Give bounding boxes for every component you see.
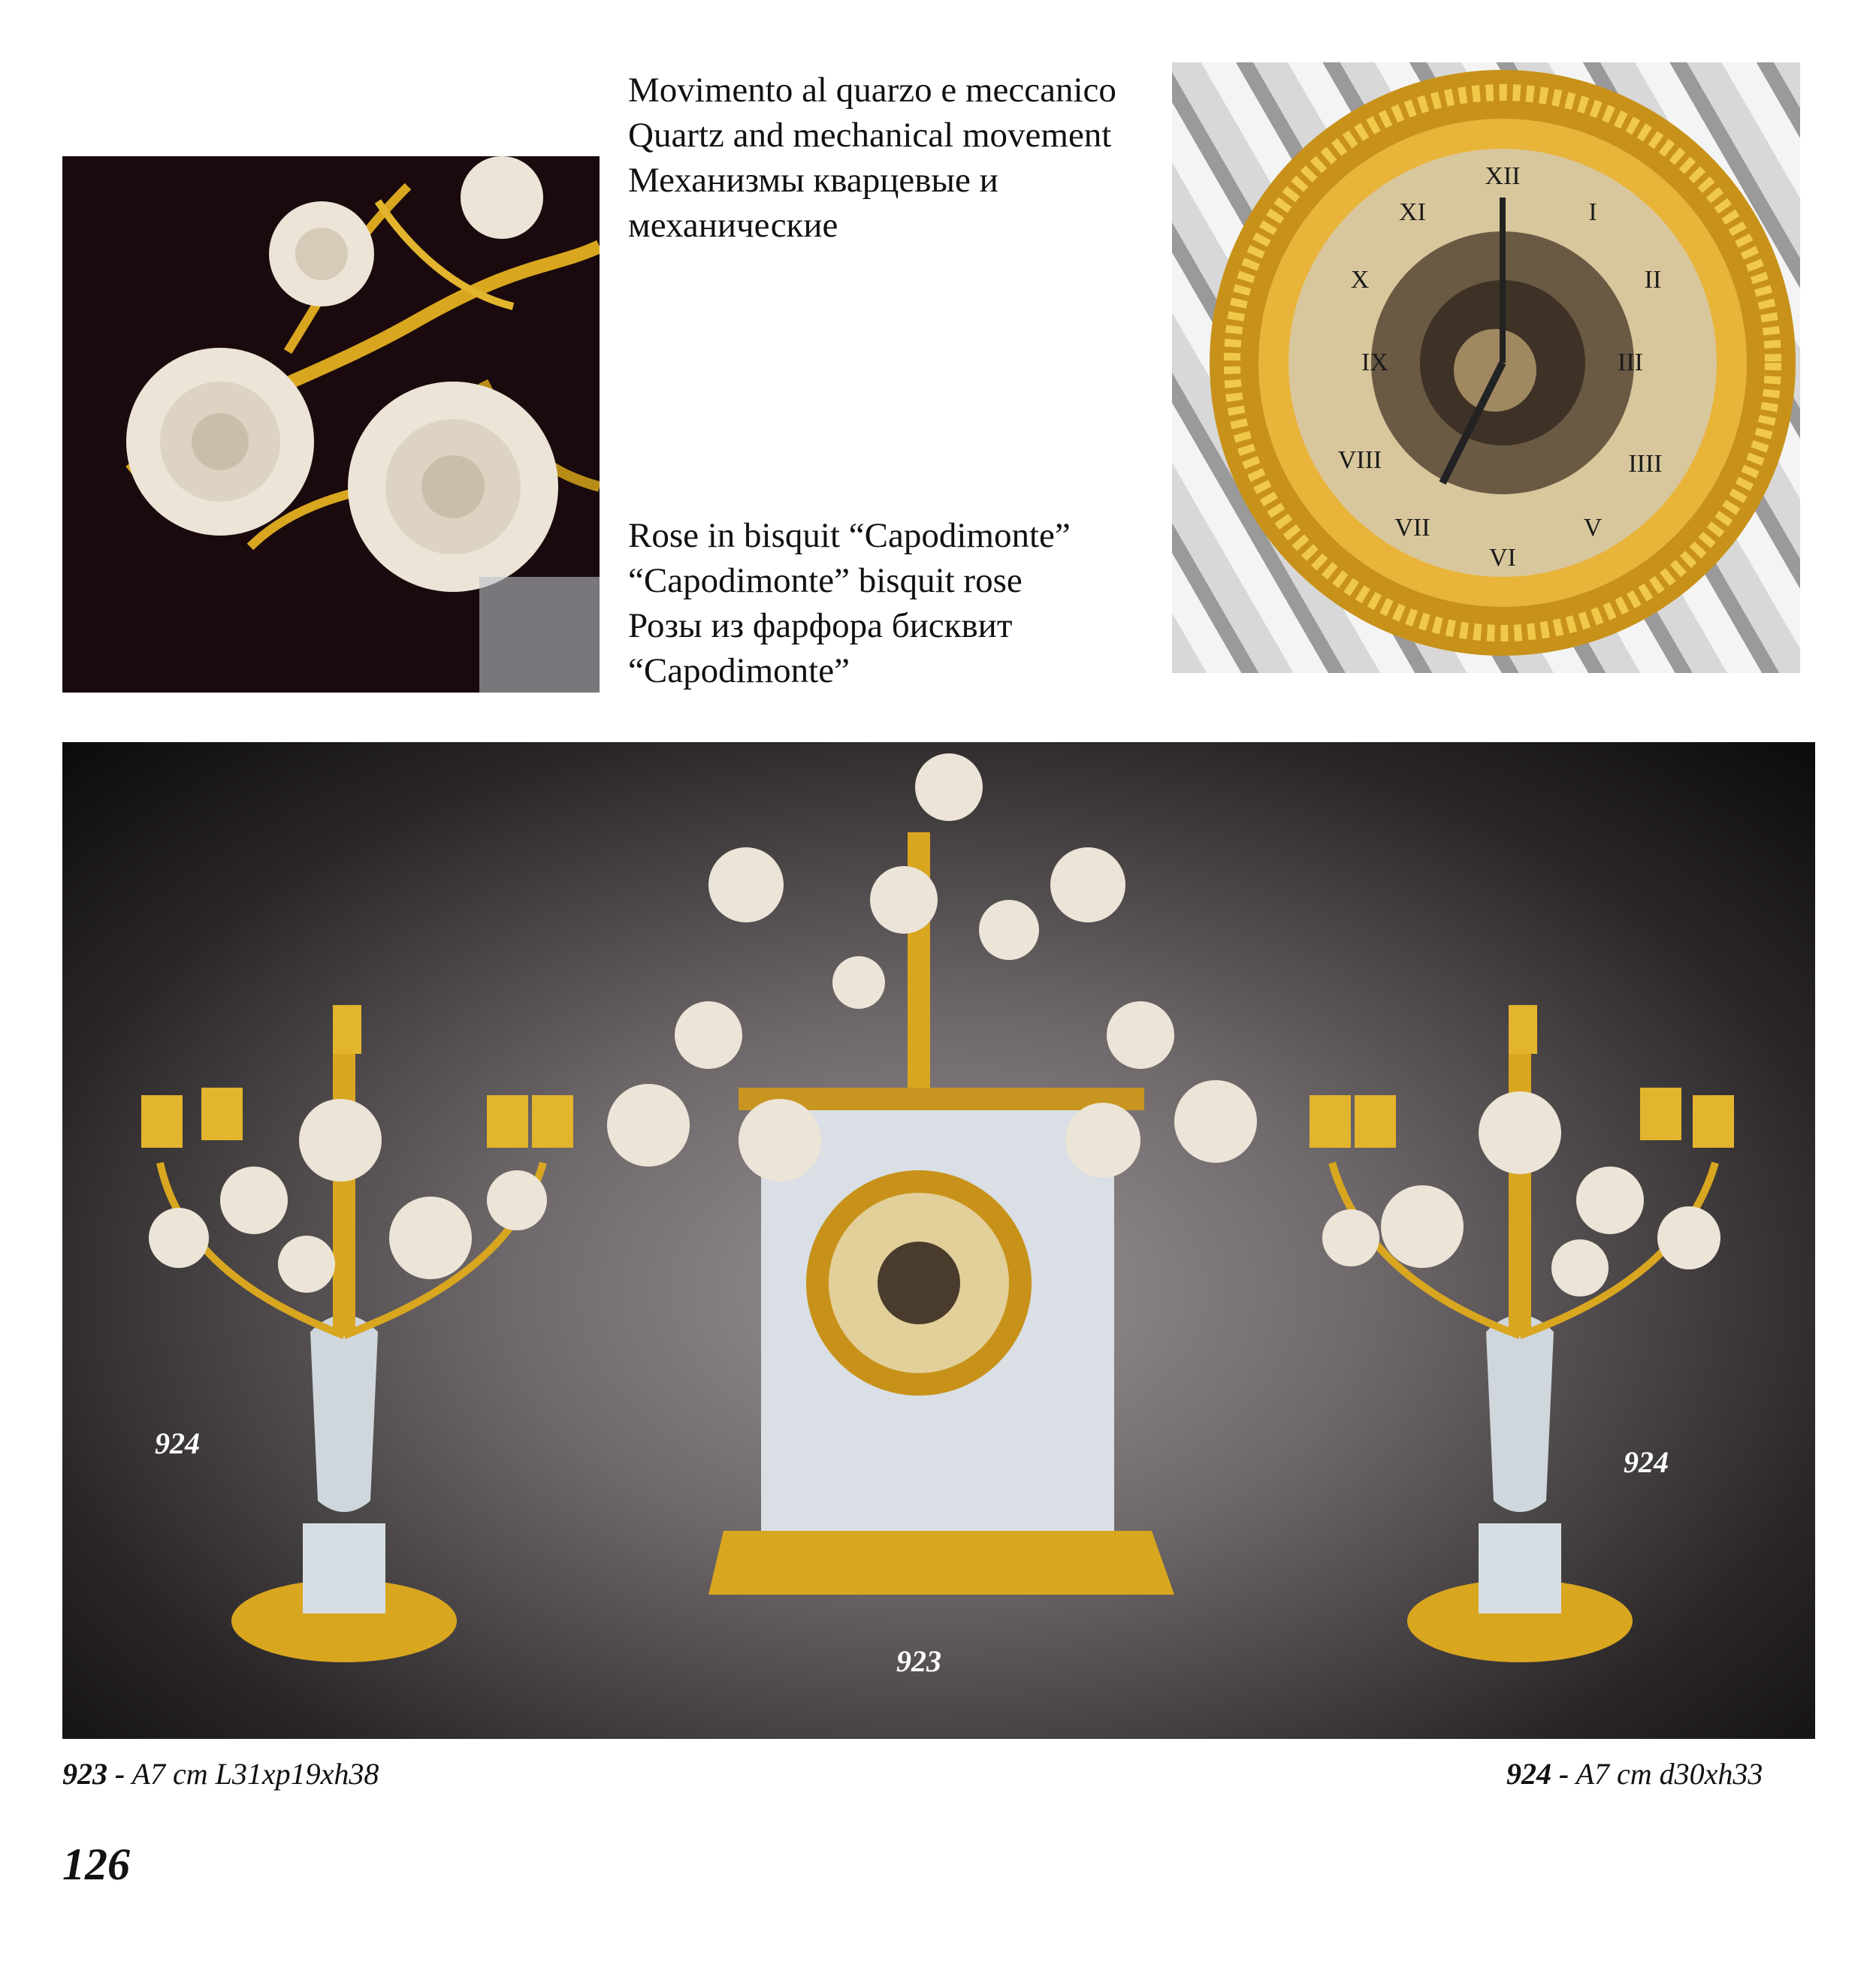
spec-clock-text: A7 cm L31xp19xh38 bbox=[125, 1757, 379, 1791]
spec-clock bbox=[62, 1756, 379, 1791]
spec-candelabra bbox=[1506, 1756, 1763, 1791]
rose-caption-line: Rose in bisquit “Capodimonte” bbox=[628, 516, 1071, 555]
rose-caption-line: “Capodimonte” bbox=[628, 651, 850, 690]
product-set-illustration bbox=[62, 742, 1815, 1739]
page-number: 126 bbox=[62, 1840, 130, 1889]
clock-closeup-photo bbox=[1172, 62, 1800, 673]
svg-text:II: II bbox=[1644, 266, 1662, 294]
movement-caption-line: Quartz and mechanical movement bbox=[628, 116, 1112, 155]
clock-dial-illustration bbox=[1172, 62, 1800, 673]
svg-text:XI: XI bbox=[1399, 198, 1426, 226]
roses-illustration bbox=[62, 156, 600, 693]
svg-text:V: V bbox=[1583, 514, 1603, 542]
svg-text:VIII: VIII bbox=[1337, 446, 1382, 474]
label-right-candelabrum: 924 bbox=[1624, 1445, 1669, 1479]
rose-caption-line: “Capodimonte” bisquit rose bbox=[628, 561, 1023, 600]
rose-caption bbox=[628, 513, 1071, 693]
svg-text:VII: VII bbox=[1394, 514, 1430, 542]
svg-text:IX: IX bbox=[1361, 349, 1388, 376]
right-candelabrum bbox=[1310, 1005, 1734, 1662]
svg-text:IIII: IIII bbox=[1628, 450, 1663, 478]
spec-candelabra-text: A7 cm d30xh33 bbox=[1569, 1757, 1763, 1791]
clock-923 bbox=[607, 753, 1257, 1595]
svg-text:I: I bbox=[1588, 198, 1597, 226]
roses-closeup-photo bbox=[62, 156, 600, 693]
movement-caption bbox=[628, 68, 1116, 248]
label-clock: 923 bbox=[896, 1644, 941, 1678]
left-candelabrum bbox=[141, 1005, 573, 1662]
svg-text:VI: VI bbox=[1489, 544, 1516, 572]
movement-caption-line: Movimento al quarzo e meccanico bbox=[628, 71, 1116, 110]
movement-caption-line: Механизмы кварцевые и bbox=[628, 161, 998, 200]
spec-candelabra-code: 924 - bbox=[1506, 1757, 1569, 1791]
svg-text:III: III bbox=[1618, 349, 1643, 376]
label-left-candelabrum: 924 bbox=[155, 1426, 200, 1460]
movement-caption-line: механические bbox=[628, 206, 838, 245]
spec-clock-code: 923 - bbox=[62, 1757, 125, 1791]
rose-caption-line: Розы из фарфора бисквит bbox=[628, 606, 1013, 645]
svg-text:XII: XII bbox=[1485, 162, 1521, 190]
svg-text:X: X bbox=[1350, 266, 1370, 294]
product-set-photo bbox=[62, 742, 1815, 1739]
